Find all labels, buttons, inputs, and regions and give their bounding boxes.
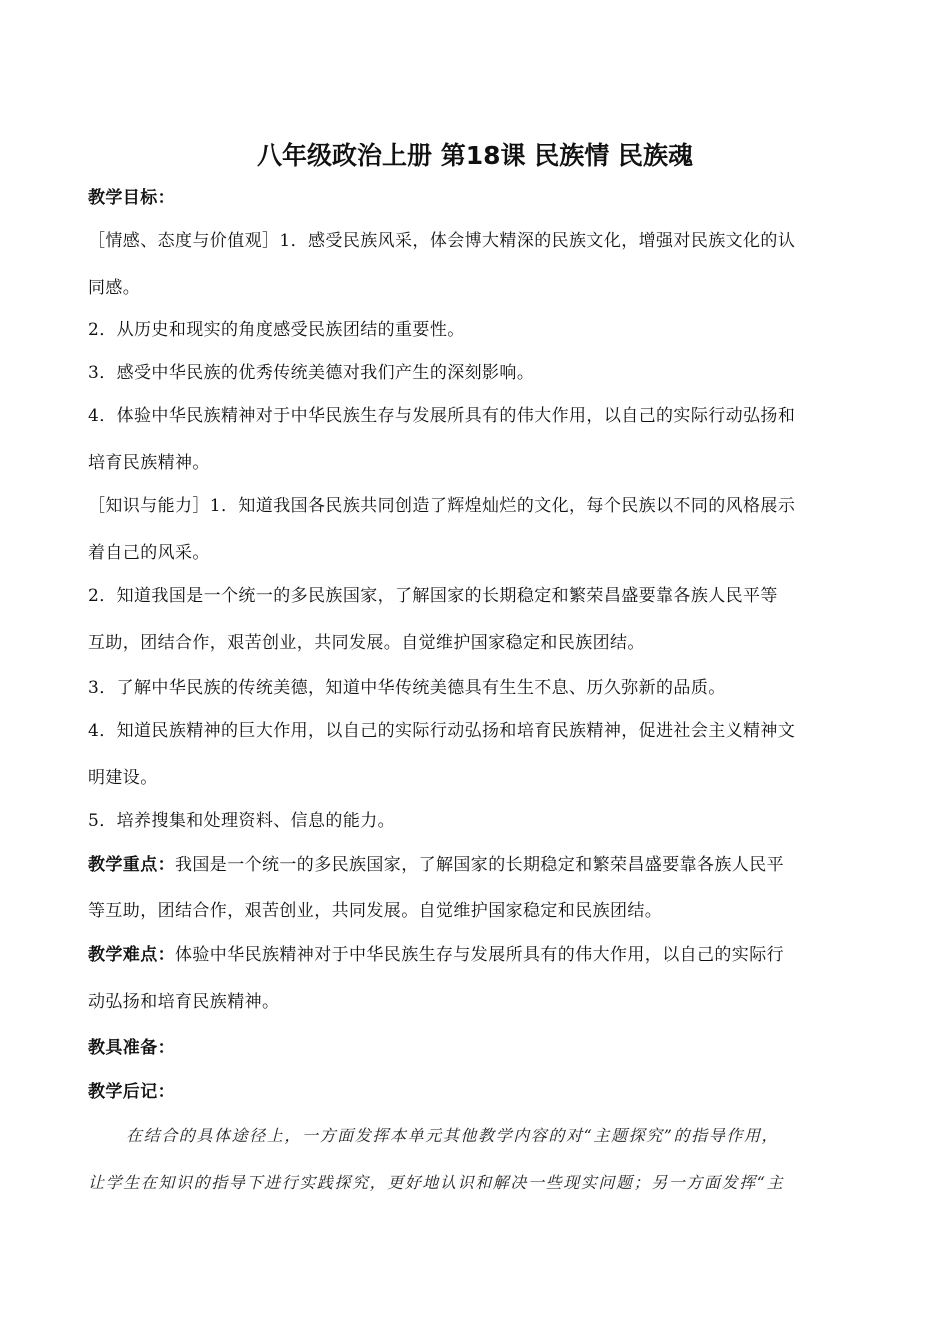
key-point bbox=[88, 853, 868, 877]
objective-line: 3．了解中华民族的传统美德，知道中华传统美德具有生生不息、历久弥新的品质。 bbox=[88, 678, 726, 698]
page-title: 八年级政治上册 第18课 民族情 民族魂 bbox=[257, 141, 693, 170]
notes-line: 在结合的具体途径上，一方面发挥本单元其他教学内容的对“主题探究”的指导作用， bbox=[126, 1126, 780, 1145]
objective-line: 着自己的风采。 bbox=[88, 543, 210, 563]
objective-line: 4．知道民族精神的巨大作用，以自己的实际行动弘扬和培育民族精神，促进社会主义精神文 bbox=[88, 721, 796, 741]
objectives-heading: 教学目标： bbox=[88, 188, 175, 208]
objective-line: 2．从历史和现实的角度感受民族团结的重要性。 bbox=[88, 320, 465, 340]
objective-line: 同感。 bbox=[88, 278, 141, 298]
objective-line: 互助，团结合作，艰苦创业，共同发展。自觉维护国家稳定和民族团结。 bbox=[88, 633, 645, 653]
objective-line: 4．体验中华民族精神对于中华民族生存与发展所具有的伟大作用，以自己的实际行动弘扬和 bbox=[88, 406, 796, 426]
notes-line: 让学生在知识的指导下进行实践探究，更好地认识和解决一些现实问题；另一方面发挥“主 bbox=[88, 1173, 785, 1192]
objective-line: ［情感、态度与价值观］1．感受民族风采，体会博大精深的民族文化，增强对民族文化的认 bbox=[88, 231, 796, 251]
difficulty-continued: 动弘扬和培育民族精神。 bbox=[88, 992, 280, 1012]
objective-line: 2．知道我国是一个统一的多民族国家，了解国家的长期稳定和繁荣昌盛要靠各族人民平等 bbox=[88, 586, 778, 606]
objective-line: 5．培养搜集和处理资料、信息的能力。 bbox=[88, 811, 396, 831]
objective-line: ［知识与能力］1．知道我国各民族共同创造了辉煌灿烂的文化，每个民族以不同的风格展示 bbox=[88, 496, 796, 516]
objective-line: 3．感受中华民族的优秀传统美德对我们产生的深刻影响。 bbox=[88, 363, 535, 383]
difficulty-text: 体验中华民族精神对于中华民族生存与发展所具有的伟大作用，以自己的实际行 bbox=[175, 945, 784, 965]
key-point-continued: 等互助，团结合作，艰苦创业，共同发展。自觉维护国家稳定和民族团结。 bbox=[88, 901, 663, 921]
objective-line: 培育民族精神。 bbox=[88, 453, 210, 473]
key-point-text: 我国是一个统一的多民族国家，了解国家的长期稳定和繁荣昌盛要靠各族人民平 bbox=[175, 855, 784, 875]
notes-heading: 教学后记： bbox=[88, 1082, 175, 1102]
key-point-label: 教学重点： bbox=[88, 855, 175, 875]
difficulty-label: 教学难点： bbox=[88, 945, 175, 965]
objective-line: 明建设。 bbox=[88, 768, 158, 788]
difficulty bbox=[88, 943, 868, 967]
tools-heading: 教具准备： bbox=[88, 1038, 175, 1058]
